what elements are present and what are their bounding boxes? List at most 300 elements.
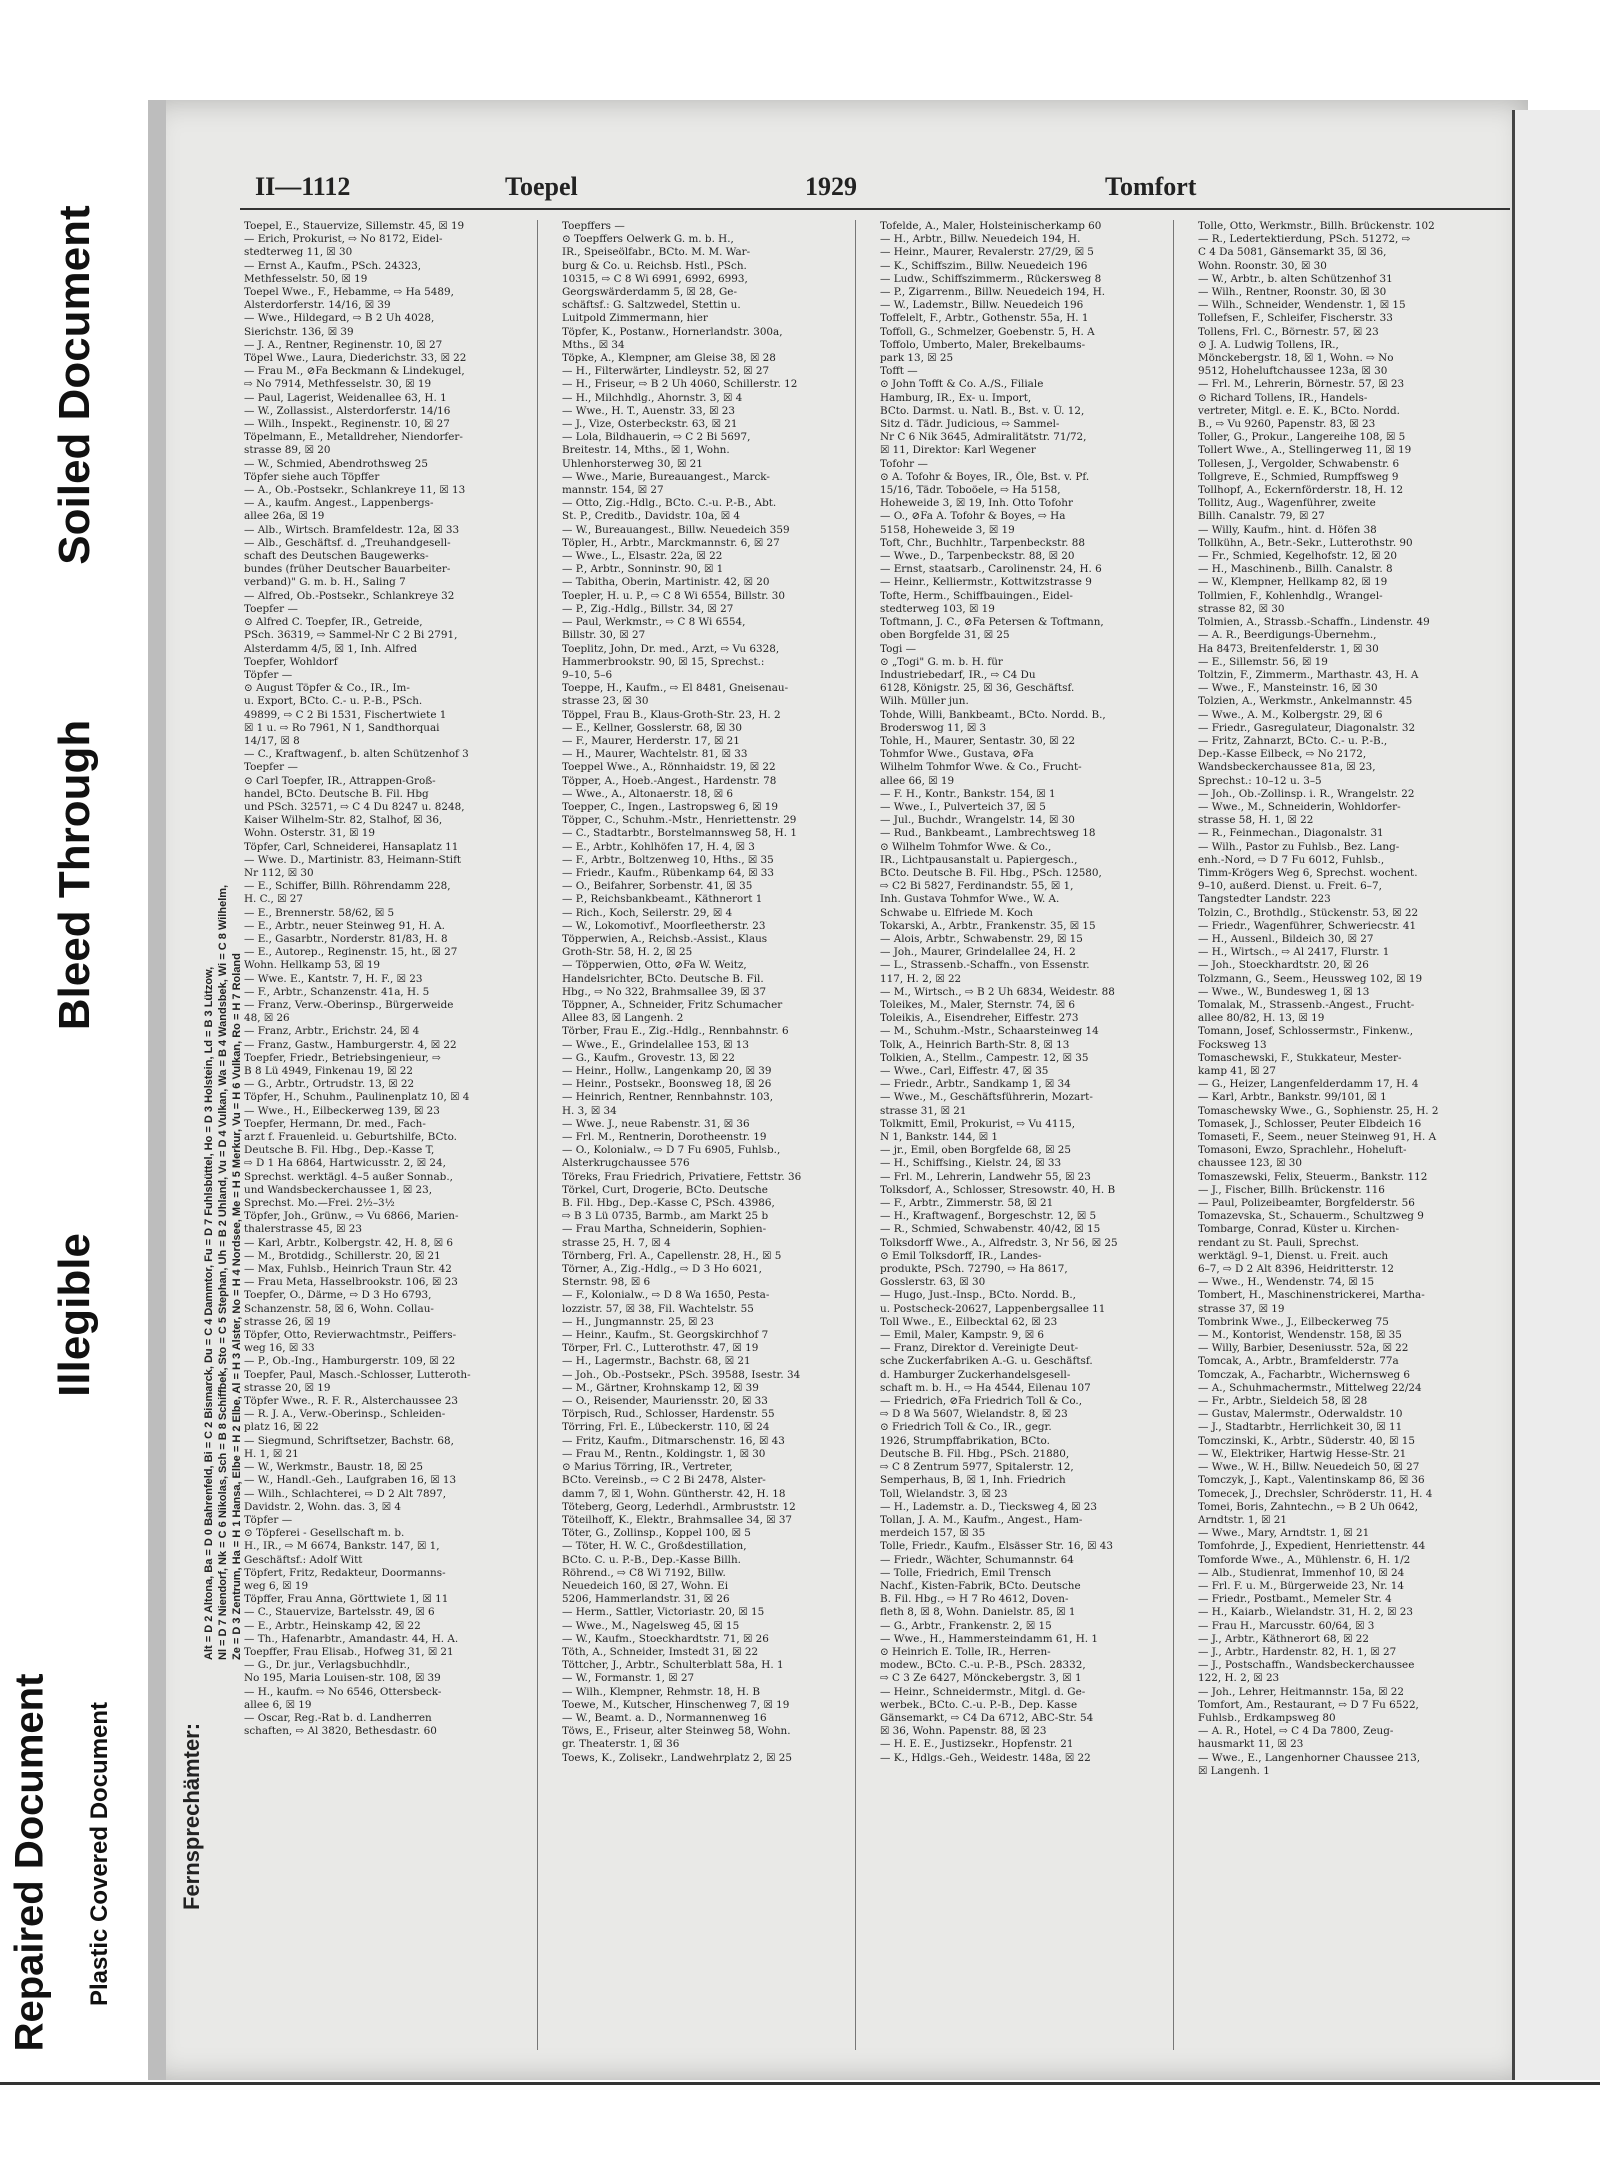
directory-entry: — Franz, Verw.-Oberinsp., Bürgerweide xyxy=(244,998,454,1011)
directory-entry: — O., Beifahrer, Sorbenstr. 41, ☒ 35 xyxy=(562,880,753,893)
directory-entry: Tomczak, A., Facharbtr., Wichernsweg 6 xyxy=(1198,1368,1411,1381)
directory-entry: strasse 20, ☒ 19 xyxy=(244,1381,331,1394)
directory-entry: Töttcher, J., Arbtr., Schulterblatt 58a, H. 1 xyxy=(562,1659,784,1672)
directory-entry: Dep.-Kasse Eilbeck, ⇨ No 2172, xyxy=(1198,748,1367,761)
directory-entry: ⊙ Carl Toepfer, IR., Attrappen-Groß- xyxy=(244,774,436,787)
directory-entry: Töppel, Frau B., Klaus-Groth-Str. 23, H. 2 xyxy=(562,708,781,721)
directory-entry: — G., Arbtr., Ortrudstr. 13, ☒ 22 xyxy=(244,1078,415,1091)
directory-entry: — Willy, Kaufm., hint. d. Höfen 38 xyxy=(1198,523,1377,536)
directory-entry: — Wwe., I., Pulverteich 37, ☒ 5 xyxy=(880,800,1046,813)
directory-entry: — Wwe., A., Altonaerstr. 18, ☒ 6 xyxy=(562,787,733,800)
directory-entry: Töpke, A., Klempner, am Gleise 38, ☒ 28 xyxy=(562,352,776,365)
directory-entry: Uhlenhorsterweg 30, ☒ 21 xyxy=(562,457,703,470)
directory-entry: — J., Stadtarbtr., Herrlichkeit 30, ☒ 11 xyxy=(1198,1421,1403,1434)
directory-entry: ⇨ C 3 Ze 6427, Mönckebergstr. 3, ☒ 1 xyxy=(880,1672,1082,1685)
directory-entry: B. Fil. Hbg., ⇨ H 7 Ro 4612, Doven- xyxy=(880,1593,1069,1606)
directory-entry: stedterweg 11, ☒ 30 xyxy=(244,246,353,259)
directory-entry: — J., Fischer, Billh. Brückenstr. 116 xyxy=(1198,1183,1385,1196)
directory-entry: strasse 25, H. 7, ☒ 4 xyxy=(562,1236,671,1249)
directory-entry: Röhrend., ⇨ C8 Wi 7192, Billw. xyxy=(562,1566,726,1579)
directory-entry: — Alb., Studienrat, Immenhof 10, ☒ 24 xyxy=(1198,1566,1405,1579)
directory-entry: Toffelelt, F., Arbtr., Gothenstr. 55a, H. 1 xyxy=(880,312,1089,325)
directory-entry: schäftsf.: G. Saltzwedel, Stettin u. xyxy=(562,299,741,312)
directory-entry: Töth, A., Schneider, Imstedt 31, ☒ 22 xyxy=(562,1645,759,1658)
directory-entry: Tolle, Otto, Werkmstr., Billh. Brückenstr. 102 xyxy=(1198,220,1435,232)
directory-entry: — H., Milchhdlg., Ahornstr. 3, ☒ 4 xyxy=(562,391,743,404)
directory-entry: — Joh., Ob.-Zollinsp. i. R., Wrangelstr. 22 xyxy=(1198,787,1415,800)
directory-entry: Inh. Gustava Tohmfor Wwe., W. A. xyxy=(880,893,1060,906)
directory-entry: — Jul., Buchdr., Wrangelstr. 14, ☒ 30 xyxy=(880,814,1075,827)
directory-entry: werktägl. 9–1, Dienst. u. Freit. auch xyxy=(1198,1249,1389,1262)
directory-entry: ⊙ August Töpfer & Co., IR., Im- xyxy=(244,682,410,695)
directory-entry: — F., Arbtr., Schanzenstr. 41a, H. 5 xyxy=(244,985,430,998)
directory-entry: ⊙ Emil Tolksdorff, IR., Landes- xyxy=(880,1249,1042,1262)
directory-entry: 6–7, ⇨ D 2 Alt 8396, Heidritterstr. 12 xyxy=(1198,1263,1395,1276)
directory-entry: Töpfer, Otto, Revierwachtmstr., Peiffers- xyxy=(244,1329,457,1342)
directory-entry: Fuhlsb., Erdkampsweg 80 xyxy=(1198,1711,1336,1724)
directory-entry: — G., Dr. jur., Verlagsbuchhdlr., xyxy=(244,1659,411,1672)
directory-entry: Tollitz, Aug., Wagenführer, zweite xyxy=(1198,497,1376,510)
directory-entry: — O., Kolonialw., ⇨ D 7 Fu 6905, Fuhlsb., xyxy=(562,1144,781,1157)
directory-entry: BCto. Vereinsb., ⇨ C 2 Bi 2478, Alster- xyxy=(562,1474,766,1487)
directory-entry: und PSch. 32571, ⇨ C 4 Du 8247 u. 8248, xyxy=(244,800,465,813)
directory-entry: Wohn. Osterstr. 31, ☒ 19 xyxy=(244,827,375,840)
directory-entry: Davidstr. 2, Wohn. das. 3, ☒ 4 xyxy=(244,1500,401,1513)
adjacent-page-edge xyxy=(1512,110,1600,2080)
directory-entry: — G., Kaufm., Grovestr. 13, ☒ 22 xyxy=(562,1051,735,1064)
directory-entry: oben Borgfelde 31, ☒ 25 xyxy=(880,629,1010,642)
directory-entry: Tomczyk, J., Kapt., Valentinskamp 86, ☒ 36 xyxy=(1198,1474,1425,1487)
directory-entry: Töpfer — xyxy=(244,668,293,681)
directory-entry: Breitestr. 14, Mths., ☒ 1, Wohn. xyxy=(562,444,730,457)
directory-entry: Töpfert, Fritz, Redakteur, Doormanns- xyxy=(244,1566,446,1579)
directory-entry: ⇨ No 7914, Methfesselstr. 30, ☒ 19 xyxy=(244,378,432,391)
directory-entry: ⊙ Marius Törring, IR., Vertreter, xyxy=(562,1461,733,1474)
directory-entry: Alsterdorferstr. 14/16, ☒ 39 xyxy=(244,299,391,312)
directory-entry: merdeich 157, ☒ 35 xyxy=(880,1527,986,1540)
directory-entry: — H., Kaiarb., Wielandstr. 31, H. 2, ☒ 23 xyxy=(1198,1606,1413,1619)
directory-entry: ☒ Langenh. 1 xyxy=(1198,1764,1270,1777)
directory-entry: — Wwe., F., Mansteinstr. 16, ☒ 30 xyxy=(1198,682,1378,695)
directory-entry: H. 1, ☒ 21 xyxy=(244,1447,299,1460)
directory-entry: — Heinr., Maurer, Revalerstr. 27/29, ☒ 5 xyxy=(880,246,1094,259)
phone-legend-title: Fernsprechämter: xyxy=(179,1722,204,1910)
directory-entry: Töreks, Frau Friedrich, Privatiere, Fettstr. 36 xyxy=(562,1170,802,1183)
directory-entry: ⊙ Wilhelm Tohmfor Wwe. & Co., xyxy=(880,840,1052,853)
directory-entry: Tomcak, A., Arbtr., Bramfelderstr. 77a xyxy=(1198,1355,1399,1368)
directory-entry: — Heinr., Hollw., Langenkamp 20, ☒ 39 xyxy=(562,1065,772,1077)
directory-entry: — Paul, Polizeibeamter, Borgfelderstr. 56 xyxy=(1198,1197,1415,1210)
directory-entry: — Wwe., A. M., Kolbergstr. 29, ☒ 6 xyxy=(1198,708,1383,721)
directory-entry: — W., Elektriker, Hartwig Hesse-Str. 21 xyxy=(1198,1447,1407,1460)
directory-entry: — Frau H., Marcusstr. 60/64, ☒ 3 xyxy=(1198,1619,1375,1632)
directory-entry: Sternstr. 98, ☒ 6 xyxy=(562,1276,651,1289)
directory-entry: ⇨ C 8 Zentrum 5977, Spitalerstr. 12, xyxy=(880,1461,1074,1474)
directory-entry: Törner, A., Zig.-Hdlg., ⇨ D 3 Ho 6021, xyxy=(562,1263,762,1276)
directory-entry: Tofohr — xyxy=(880,457,928,470)
directory-entry: Toll, Wielandstr. 3, ☒ 23 xyxy=(880,1487,1008,1500)
directory-entry: Tohle, H., Maurer, Sentastr. 30, ☒ 22 xyxy=(880,734,1076,747)
directory-entry: — M., Gärtner, Krohnskamp 12, ☒ 39 xyxy=(562,1381,759,1394)
directory-entry: — K., Schiffszim., Billw. Neuedeich 196 xyxy=(880,259,1088,272)
directory-entry: — R., Ledertektierdung, PSch. 51272, ⇨ xyxy=(1198,233,1411,246)
directory-entry: Nachf., Kisten-Fabrik, BCto. Deutsche xyxy=(880,1579,1081,1592)
directory-entry: — Fritz, Zahnarzt, BCto. C.- u. P.-B., xyxy=(1198,734,1388,747)
directory-entry: Wilhelm Tohmfor Wwe. & Co., Frucht- xyxy=(880,761,1082,774)
phone-legend-line-3: Ze = D 3 Zentrum, Ha = H 1 Hansa, Elbe = H 2 Elbe, Al = H 3 Alster, No = H 4 Nordsee, Me = H 5 Merkur, Vu = H 6 Vulkan, Ro = H 7 Roland xyxy=(231,953,243,1660)
directory-entry: bundes (früher Deutscher Bauarbeiter- xyxy=(244,563,451,576)
directory-entry: — A., Schuhmachermstr., Mittelweg 22/24 xyxy=(1198,1381,1422,1394)
directory-entry: Nr 112, ☒ 30 xyxy=(244,866,314,879)
directory-entry: Togi — xyxy=(880,642,917,655)
directory-column-2 xyxy=(558,220,856,2050)
directory-entry: Törber, Frau E., Zig.-Hdlg., Rennbahnstr. 6 xyxy=(562,1025,789,1038)
directory-entry: — L., Strassenb.-Schaffn., von Essenstr. xyxy=(880,959,1090,972)
directory-entry: Tollefsen, F., Schleifer, Fischerstr. 33 xyxy=(1198,312,1393,325)
directory-entry: 10315, ⇨ C 8 Wi 6991, 6992, 6993, xyxy=(562,272,748,285)
directory-entry: — Paul, Werkmstr., ⇨ C 8 Wi 6554, xyxy=(562,616,746,629)
directory-entry: Arndtstr. 1, ☒ 21 xyxy=(1198,1513,1287,1526)
stamp-illegible: Illegible xyxy=(50,1233,99,1397)
directory-entry: Tomasoni, Ewzo, Sprachlehr., Hoheluft- xyxy=(1198,1144,1407,1157)
directory-entry: C 4 Da 5081, Gänsemarkt 35, ☒ 36, xyxy=(1198,246,1387,259)
directory-entry: Tombarge, Conrad, Küster u. Kirchen- xyxy=(1198,1223,1400,1236)
directory-entry: — Wwe., W., Bundesweg 1, ☒ 13 xyxy=(1198,985,1370,998)
directory-entry: Töpperwien, A., Reichsb.-Assist., Klaus xyxy=(562,932,768,945)
directory-entry: ☒ 36, Wohn. Papenstr. 88, ☒ 23 xyxy=(880,1725,1047,1738)
directory-entry: hausmarkt 11, ☒ 23 xyxy=(1198,1738,1304,1751)
directory-entry: modew., BCto. C.-u. P.-B., PSch. 28332, xyxy=(880,1659,1086,1672)
directory-entry: Toltzin, F., Zimmerm., Marthastr. 43, H. A xyxy=(1198,668,1419,681)
directory-entry: Tollhopf, A., Eckernförderstr. 18, H. 12 xyxy=(1198,484,1404,497)
directory-entry: — H., Wirtsch., ⇨ Al 2417, Flurstr. 1 xyxy=(1198,946,1390,959)
directory-entry: Tomazevska, St., Schauerm., Schultzweg 9 xyxy=(1198,1210,1424,1223)
directory-entry: 6128, Königstr. 25, ☒ 36, Geschäftsf. xyxy=(880,682,1075,695)
directory-entry: — Wwe., M., Nagelsweg 45, ☒ 15 xyxy=(562,1619,740,1632)
directory-entry: H. 3, ☒ 34 xyxy=(562,1104,617,1117)
directory-entry: Tokarski, A., Arbtr., Frankenstr. 35, ☒ 15 xyxy=(880,919,1096,932)
header-first-name: Toepel xyxy=(505,172,578,201)
directory-entry: 14/17, ☒ 8 xyxy=(244,734,300,747)
directory-entry: — W., Klempner, Hellkamp 82, ☒ 19 xyxy=(1198,576,1388,589)
directory-entry: — J., Arbtr., Käthnerort 68, ☒ 22 xyxy=(1198,1632,1369,1645)
directory-entry: — Wwe., Carl, Eiffestr. 47, ☒ 35 xyxy=(880,1065,1049,1077)
directory-entry: N 1, Bankstr. 144, ☒ 1 xyxy=(880,1131,999,1144)
directory-entry: Tolksdorff Wwe., A., Alfredstr. 3, Nr 56, ☒ 25 xyxy=(880,1236,1118,1249)
directory-entry: — Joh., Ob.-Postsekr., PSch. 39588, Isestr. 34 xyxy=(562,1368,801,1381)
directory-entry: St. P., Creditb., Davidstr. 10a, ☒ 4 xyxy=(562,510,741,523)
directory-entry: allee 66, ☒ 19 xyxy=(880,774,955,787)
directory-entry: — Frau M., Rentn., Koldingstr. 1, ☒ 30 xyxy=(562,1447,766,1460)
directory-entry: gr. Theaterstr. 1, ☒ 36 xyxy=(562,1738,680,1751)
directory-entry: — F., Arbtr., Zimmerstr. 58, ☒ 21 xyxy=(880,1197,1054,1210)
directory-entry: Methfesselstr. 50, ☒ 19 xyxy=(244,272,368,285)
directory-entry: — W., Beamt. a. D., Normannenweg 16 xyxy=(562,1711,767,1724)
directory-entry: Toepfer, Paul, Masch.-Schlosser, Lutteroth- xyxy=(244,1368,471,1381)
directory-entry: Toews, K., Zolisekr., Landwehrplatz 2, ☒ 25 xyxy=(562,1751,792,1764)
directory-entry: — H., Jungmannstr. 25, ☒ 23 xyxy=(562,1315,714,1328)
directory-entry: Toepler, H. u. P., ⇨ C 8 Wi 6554, Billstr. 30 xyxy=(562,589,785,602)
directory-entry: — Wwe., M., Geschäftsführerin, Mozart- xyxy=(880,1091,1093,1104)
directory-entry: Tombert, H., Maschinenstrickerei, Martha- xyxy=(1198,1289,1425,1302)
directory-entry: 9–10, außerd. Dienst. u. Freit. 6–7, xyxy=(1198,880,1382,893)
directory-entry: — Frl. F. u. M., Bürgerweide 23, Nr. 14 xyxy=(1198,1579,1404,1592)
directory-entry: enh.-Nord, ⇨ D 7 Fu 6012, Fuhlsb., xyxy=(1198,853,1385,866)
directory-entry: Toepfer — xyxy=(244,761,298,774)
directory-entry: — Franz, Gastw., Hamburgerstr. 4, ☒ 22 xyxy=(244,1038,457,1051)
directory-entry: — Ernst A., Kaufm., PSch. 24323, xyxy=(244,259,422,272)
directory-entry: — Franz, Arbtr., Erichstr. 24, ☒ 4 xyxy=(244,1025,420,1038)
directory-entry: Töpfer Wwe., R. F. R., Alsterchaussee 23 xyxy=(244,1395,459,1408)
directory-entry: B 8 Lü 4949, Finkenau 19, ☒ 22 xyxy=(244,1065,414,1077)
directory-entry: Toller, G., Prokur., Langereihe 108, ☒ 5 xyxy=(1198,431,1406,444)
directory-entry: Toewe, M., Kutscher, Hinschenweg 7, ☒ 19 xyxy=(562,1698,790,1711)
directory-entry: Allee 83, ☒ Langenh. 2 xyxy=(562,1012,684,1025)
directory-entry: — Wilh., Klempner, Rehmstr. 18, H. B xyxy=(562,1685,761,1698)
directory-entry: — Rich., Koch, Seilerstr. 29, ☒ 4 xyxy=(562,906,733,919)
directory-entry: 122, H. 2, ☒ 23 xyxy=(1198,1672,1280,1685)
directory-entry: Töpfer, Joh., Grünw., ⇨ Vu 6866, Marien- xyxy=(244,1210,459,1223)
directory-entry: Tomaschewsky Wwe., G., Sophienstr. 25, H. 2 xyxy=(1198,1104,1439,1117)
directory-entry: Törnberg, Frl. A., Capellenstr. 28, H., ☒ 5 xyxy=(562,1249,782,1262)
directory-entry: — Alb., Wirtsch. Bramfeldestr. 12a, ☒ 33 xyxy=(244,523,460,536)
directory-entry: rendant zu St. Pauli, Sprechst. xyxy=(1198,1236,1360,1249)
directory-entry: — Ludw., Schiffszimmerm., Rückersweg 8 xyxy=(880,272,1102,285)
directory-entry: 48, ☒ 26 xyxy=(244,1012,290,1025)
directory-entry: Tomforde Wwe., A., Mühlenstr. 6, H. 1/2 xyxy=(1198,1553,1411,1566)
directory-entry: — G., Heizer, Langenfelderdamm 17, H. 4 xyxy=(1198,1078,1419,1091)
directory-entry: Toepfer, Hermann, Dr. med., Fach- xyxy=(244,1117,426,1130)
directory-entry: Georgswärderdamm 5, ☒ 28, Ge- xyxy=(562,286,737,299)
directory-entry: — H., kaufm. ⇨ No 6546, Ottersbeck- xyxy=(244,1685,442,1698)
directory-entry: Tombrink Wwe., J., Eilbeckerweg 75 xyxy=(1198,1315,1389,1328)
stamp-plastic-covered-document: Plastic Covered Document xyxy=(86,1701,113,2007)
directory-entry: — Friedr., Kaufm., Rübenkamp 64, ☒ 33 xyxy=(562,866,774,879)
directory-entry: — H., Lademstr. a. D., Tiecksweg 4, ☒ 23 xyxy=(880,1500,1097,1513)
directory-entry: Toffoll, G., Schmelzer, Goebenstr. 5, H. A xyxy=(880,325,1095,338)
directory-entry: — Friedr., Arbtr., Sandkamp 1, ☒ 34 xyxy=(880,1078,1071,1091)
directory-entry: — P., Ob.-Ing., Hamburgerstr. 109, ☒ 22 xyxy=(244,1355,456,1368)
directory-entry: — Gustav, Malermstr., Oderwaldstr. 10 xyxy=(1198,1408,1403,1421)
directory-entry: Tollkühn, A., Betr.-Sekr., Lutterothstr. 90 xyxy=(1198,536,1413,549)
directory-entry: — Frau Meta, Hasselbrookstr. 106, ☒ 23 xyxy=(244,1276,458,1289)
directory-entry: — Wwe., E., Langenhorner Chaussee 213, xyxy=(1198,1751,1421,1764)
directory-entry: Toepel Wwe., F., Hebamme, ⇨ Ha 5489, xyxy=(244,286,454,299)
directory-entry: Timm-Krögers Weg 6, Sprechst. wochent. xyxy=(1198,866,1418,879)
directory-entry: Toepffers — xyxy=(562,220,625,232)
directory-entry: — Willy, Barbier, Deseniusstr. 52a, ☒ 22 xyxy=(1198,1342,1409,1355)
directory-entry: ⊙ Toepffers Oelwerk G. m. b. H., xyxy=(562,233,734,246)
directory-entry: Tomann, Josef, Schlossermstr., Finkenw., xyxy=(1198,1025,1414,1038)
directory-column-3 xyxy=(876,220,1174,2050)
directory-entry: — J., Vize, Osterbeckstr. 63, ☒ 21 xyxy=(562,418,738,431)
directory-entry: Wandsbeckerchaussee 81a, ☒ 23, xyxy=(1198,761,1376,774)
directory-entry: — Friedr., Wächter, Schumannstr. 64 xyxy=(880,1553,1074,1566)
directory-entry: — Wwe., M., Schneiderin, Wohldorfer- xyxy=(1198,800,1401,813)
directory-entry: — W., Lokomotivf., Moorfleetherstr. 23 xyxy=(562,919,766,932)
directory-entry: ⊙ Friedrich Toll & Co., IR., gegr. xyxy=(880,1421,1052,1434)
directory-entry: Tollmien, F., Kohlenhdlg., Wrangel- xyxy=(1198,589,1383,602)
directory-entry: — jr., Emil, oben Borgfelde 68, ☒ 25 xyxy=(880,1144,1071,1157)
directory-entry: — E., Brennerstr. 58/62, ☒ 5 xyxy=(244,906,395,919)
directory-entry: 1926, Strumpffabrikation, BCto. xyxy=(880,1434,1050,1447)
directory-entry: Tomasek, J., Schlosser, Peuter Elbdeich 16 xyxy=(1198,1117,1422,1130)
directory-entry: Alsterkrugchaussee 576 xyxy=(562,1157,690,1170)
directory-entry: — A. R., Beerdigungs-Übernehm., xyxy=(1198,629,1377,642)
directory-entry: fleth 8, ☒ 8, Wohn. Danielstr. 85, ☒ 1 xyxy=(880,1606,1076,1619)
directory-entry: ⊙ John Tofft & Co. A./S., Filiale xyxy=(880,378,1044,391)
directory-entry: ⊙ Alfred C. Toepfer, IR., Getreide, xyxy=(244,616,423,629)
stamp-repaired-document: Repaired Document xyxy=(7,1673,52,2052)
directory-entry: thalerstrasse 45, ☒ 23 xyxy=(244,1223,362,1236)
directory-entry: — E., Schiffer, Billh. Röhrendamm 228, xyxy=(244,880,451,893)
directory-entry: — Siegmund, Schriftsetzer, Bachstr. 68, xyxy=(244,1434,454,1447)
directory-entry: platz 16, ☒ 22 xyxy=(244,1421,319,1434)
directory-entry: Toleikis, A., Eisendreher, Eiffestr. 273 xyxy=(880,1012,1079,1025)
phone-legend-line-1: Alt = D 2 Altona, Ba = D 0 Bahrenfeld, Bi = C 2 Bismarck, Du = C 4 Dammtor, Fu = D 7 Fuhlsbüttel, Ho = D 3 Holstein, Ld = B 3 Lützow, xyxy=(203,966,215,1660)
directory-entry: Törpisch, Rud., Schlosser, Hardenstr. 55 xyxy=(562,1408,775,1421)
directory-entry: Toft, Chr., Buchhltr., Tarpenbeckstr. 88 xyxy=(880,536,1085,549)
directory-entry: — Emil, Maler, Kampstr. 9, ☒ 6 xyxy=(880,1329,1044,1342)
directory-entry: — Heinr., Schneidermstr., Mitgl. d. Ge- xyxy=(880,1685,1086,1698)
directory-entry: Tollan, J. A. M., Kaufm., Angest., Ham- xyxy=(880,1513,1083,1526)
directory-entry: — K., Hdlgs.-Geh., Weidestr. 148a, ☒ 22 xyxy=(880,1751,1091,1764)
directory-entry: Töpfer — xyxy=(244,1513,293,1526)
directory-entry: — Tabitha, Oberin, Martinistr. 42, ☒ 20 xyxy=(562,576,770,589)
directory-entry: — H. E. E., Justizsekr., Hopfenstr. 21 xyxy=(880,1738,1074,1751)
directory-entry: — Joh., Lehrer, Heitmannstr. 15a, ☒ 22 xyxy=(1198,1685,1404,1698)
header-year: 1929 xyxy=(805,172,857,201)
directory-entry: — C., Stauervize, Bartelsstr. 49, ☒ 6 xyxy=(244,1606,435,1619)
page-number: II—1112 xyxy=(255,172,351,201)
directory-entry: Toepfer, O., Därme, ⇨ D 3 Ho 6793, xyxy=(244,1289,432,1302)
directory-entry: — Wwe., H. T., Auenstr. 33, ☒ 23 xyxy=(562,404,735,417)
directory-entry: Gänsemarkt, ⇨ C4 Da 6712, ABC-Str. 54 xyxy=(880,1711,1094,1724)
directory-entry: — H., Maurer, Wachtelstr. 81, ☒ 33 xyxy=(562,748,748,761)
directory-entry: Toepfer — xyxy=(244,602,298,615)
header-rule xyxy=(240,208,1510,210)
directory-entry: Tolzien, A., Werkmstr., Ankelmannstr. 45 xyxy=(1198,695,1413,708)
directory-entry: Töpfer, K., Postanw., Hornerlandstr. 300a, xyxy=(562,325,783,338)
directory-entry: — Oscar, Reg.-Rat b. d. Landherren xyxy=(244,1711,432,1724)
directory-entry: — H., Filterwärter, Lindleystr. 52, ☒ 27 xyxy=(562,365,770,378)
directory-entry: Wilh. Müller jun. xyxy=(880,695,969,708)
directory-entry: Töpfer, H., Schuhm., Paulinenplatz 10, ☒ 4 xyxy=(244,1091,470,1104)
directory-entry: Tomaschewski, F., Stukkateur, Mester- xyxy=(1198,1051,1402,1064)
directory-entry: u. Postscheck-20627, Lappenbergsallee 11 xyxy=(880,1302,1106,1315)
directory-entry: Sprechst. Mo.—Frei. 2½–3½ xyxy=(244,1197,395,1210)
directory-entry: — Th., Hafenarbtr., Amandastr. 44, H. A. xyxy=(244,1632,459,1645)
directory-entry: Groth-Str. 58, H. 2, ☒ 25 xyxy=(562,946,693,959)
directory-entry: Tolzin, C., Brothdlg., Stückenstr. 53, ☒ 22 xyxy=(1198,906,1419,919)
directory-entry: Törring, Frl. E., Lübeckerstr. 110, ☒ 24 xyxy=(562,1421,770,1434)
directory-entry: — Wwe., H., Hammersteindamm 61, H. 1 xyxy=(880,1632,1099,1645)
directory-entry: — Herm., Sattler, Victoriastr. 20, ☒ 15 xyxy=(562,1606,765,1619)
directory-entry: Toepffer, Frau Elisab., Hofweg 31, ☒ 21 xyxy=(244,1645,454,1658)
directory-entry: u. Export, BCto. C.- u. P.-B., PSch. xyxy=(244,695,423,708)
directory-entry: Tolle, Friedr., Kaufm., Elsässer Str. 16, ☒ 43 xyxy=(880,1540,1113,1553)
directory-entry: — Erich, Prokurist, ⇨ No 8172, Eidel- xyxy=(244,233,443,246)
directory-entry: allee 6, ☒ 19 xyxy=(244,1698,312,1711)
directory-entry: Toeppel Wwe., A., Rönnhaidstr. 19, ☒ 22 xyxy=(562,761,776,774)
directory-entry: Broderswog 11, ☒ 3 xyxy=(880,721,987,734)
directory-entry: — E., Kellner, Gosslerstr. 68, ☒ 30 xyxy=(562,721,743,734)
directory-entry: strasse 58, H. 1, ☒ 22 xyxy=(1198,814,1314,827)
directory-entry: strasse 82, ☒ 30 xyxy=(1198,602,1285,615)
directory-entry: Billstr. 30, ☒ 27 xyxy=(562,629,646,642)
directory-entry: Tomaszewski, Felix, Steuerm., Bankstr. 112 xyxy=(1198,1170,1428,1183)
directory-entry: — H., Kraftwagenf., Borgeschstr. 12, ☒ 5 xyxy=(880,1210,1097,1223)
directory-entry: schaften, ⇨ Al 3820, Bethesdastr. 60 xyxy=(244,1725,437,1738)
directory-entry: Tofft — xyxy=(880,365,918,378)
directory-entry: strasse 23, ☒ 30 xyxy=(562,695,649,708)
directory-entry: — H., Friseur, ⇨ B 2 Uh 4060, Schillerstr. 12 xyxy=(562,378,798,391)
directory-entry: — W., Zollassist., Alsterdorferstr. 14/16 xyxy=(244,404,451,417)
directory-entry: — Wwe. D., Martinistr. 83, Heimann-Stift xyxy=(244,853,462,866)
directory-entry: — Wwe., Hildegard, ⇨ B 2 Uh 4028, xyxy=(244,312,435,325)
directory-entry: Schanzenstr. 58, ☒ 6, Wohn. Collau- xyxy=(244,1302,434,1315)
directory-entry: Tolzmann, G., Seem., Heussweg 102, ☒ 19 xyxy=(1198,972,1423,985)
directory-entry: 5206, Hammerlandstr. 31, ☒ 26 xyxy=(562,1593,730,1606)
directory-entry: Tangstedter Landstr. 223 xyxy=(1198,893,1331,906)
directory-entry: — Karl, Arbtr., Kolbergstr. 42, H. 8, ☒ 6 xyxy=(244,1236,453,1249)
directory-entry: — R. J. A., Verw.-Oberinsp., Schleiden- xyxy=(244,1408,446,1421)
directory-entry: park 13, ☒ 25 xyxy=(880,352,954,365)
directory-entry: — W., Handl.-Geh., Laufgraben 16, ☒ 13 xyxy=(244,1474,457,1487)
directory-entry: Töppner, A., Schneider, Fritz Schumacher xyxy=(562,998,783,1011)
directory-entry: — W., Werkmstr., Baustr. 18, ☒ 25 xyxy=(244,1461,423,1474)
directory-entry: — M., Brotdidg., Schillerstr. 20, ☒ 21 xyxy=(244,1249,441,1262)
directory-entry: Töpel Wwe., Laura, Diederichstr. 33, ☒ 22 xyxy=(244,352,467,365)
directory-entry: Sprechst. werktägl. 4–5 außer Sonnab., xyxy=(244,1170,453,1183)
directory-entry: — Alfred, Ob.-Postsekr., Schlankreye 32 xyxy=(244,589,455,602)
directory-entry: Wohn. Roonstr. 30, ☒ 30 xyxy=(1198,259,1327,272)
directory-entry: B., ⇨ Vu 9260, Papenstr. 83, ☒ 23 xyxy=(1198,418,1376,431)
directory-entry: — M., Kontorist, Wendenstr. 158, ☒ 35 xyxy=(1198,1329,1402,1342)
directory-entry: — Heinr., Kaufm., St. Georgskirchhof 7 xyxy=(562,1329,769,1342)
directory-entry: — R., Feinmechan., Diagonalstr. 31 xyxy=(1198,827,1384,840)
directory-entry: werbek., BCto. C.-u. P.-B., Dep. Kasse xyxy=(880,1698,1078,1711)
directory-entry: — Friedr., Postbamt., Memeler Str. 4 xyxy=(1198,1593,1392,1606)
directory-entry: Töpffer, Frau Anna, Görttwiete 1, ☒ 11 xyxy=(244,1593,449,1606)
directory-entry: — H., Arbtr., Billw. Neuedeich 194, H. xyxy=(880,233,1081,246)
directory-entry: Toll Wwe., E., Eilbecktal 62, ☒ 23 xyxy=(880,1315,1058,1328)
directory-entry: ⇨ D 1 Ha 6864, Hartwicusstr. 2, ☒ 24, xyxy=(244,1157,446,1170)
page-spine-shadow xyxy=(148,100,166,2080)
directory-entry: strasse 26, ☒ 19 xyxy=(244,1315,331,1328)
directory-entry: No 195, Maria Louisen-str. 108, ☒ 39 xyxy=(244,1672,441,1685)
directory-entry: — A. R., Hotel, ⇨ C 4 Da 7800, Zeug- xyxy=(1198,1725,1394,1738)
directory-entry: — Fr., Schmied, Kegelhofstr. 12, ☒ 20 xyxy=(1198,550,1398,563)
directory-entry: — A., kaufm. Angest., Lappenbergs- xyxy=(244,497,434,510)
directory-entry: — Wilh., Schlachterei, ⇨ D 2 Alt 7897, xyxy=(244,1487,447,1500)
directory-entry: stedterweg 103, ☒ 19 xyxy=(880,602,995,615)
directory-entry: Tollgreve, E., Schmied, Rumpffsweg 9 xyxy=(1198,470,1399,483)
directory-entry: IR., Speiseölfabr., BCto. M. M. War- xyxy=(562,246,751,259)
stamp-bleed-through: Bleed Through xyxy=(50,719,99,1031)
directory-entry: Semperhaus, B, ☒ 1, Inh. Friedrich xyxy=(880,1474,1066,1487)
directory-entry: ⊙ J. A. Ludwig Tollens, IR., xyxy=(1198,338,1339,351)
directory-entry: Schwabe u. Elfriede M. Koch xyxy=(880,906,1033,919)
directory-entry: Tomalak, M., Strassenb.-Angest., Frucht- xyxy=(1198,998,1415,1011)
directory-entry: ⊙ „Togi" G. m. b. H. für xyxy=(880,655,1003,668)
directory-entry: Ha 8473, Breitenfelderstr. 1, ☒ 30 xyxy=(1198,642,1379,655)
directory-entry: Toepel, E., Stauervize, Sillemstr. 45, ☒ 19 xyxy=(244,220,465,232)
directory-entry: — Wwe., W. H., Billw. Neuedeich 50, ☒ 27 xyxy=(1198,1461,1420,1474)
directory-entry: — J., Postschaffn., Wandsbeckerchaussee xyxy=(1198,1659,1415,1672)
directory-entry: — Friedr., Wagenführer, Schweriecstr. 41 xyxy=(1198,919,1417,932)
directory-entry: Tolksdorf, A., Schlosser, Stresowstr. 40, H. B xyxy=(880,1183,1116,1196)
